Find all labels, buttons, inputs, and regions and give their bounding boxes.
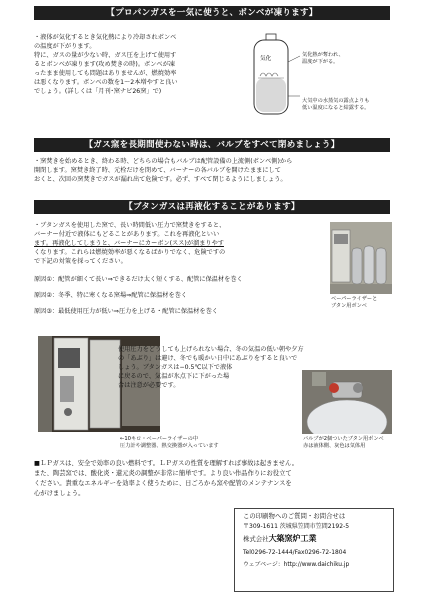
- contact-web: ウェブページ：http://www.daichiku.jp: [243, 562, 350, 568]
- section2-line: おくと、次回の窯焚きでガスが漏れ出て危険です。必ず、すべて閉じるようにしましょう。: [34, 176, 287, 183]
- section2-line: ・窯焚きを始めるとき、終わる時、どちらの場合もバルブは配管設備の上流側(ボンベ側)から: [34, 158, 293, 165]
- butane-cylinder-photo: [302, 370, 392, 434]
- vaporizer-caption-2: ブタン用ボンベ: [331, 303, 367, 309]
- section1-line: るとボンベが凍ります(攻め焚きの時)。ボンベが凍: [34, 61, 175, 68]
- section1-line: ったまま使用しても問題はありませんが、燃焼効率: [34, 70, 177, 77]
- section3-line: ます。再液化してしまうと、バーナーにカーボン(スス)が溜まりやす: [34, 240, 224, 247]
- notice-line: ください。貴重なエネルギーを効率よく使うために、日ごろから窯や配管のメンテナンスを: [34, 480, 292, 487]
- section1-line: の温度が下がります。: [34, 43, 96, 50]
- section1-line: ・液体が気化するとき気化熱により冷却されボンベ: [34, 34, 177, 41]
- company-name: [243, 534, 317, 543]
- butane-note-line: しょう。ブタンガスは−0.5℃以下で液体: [118, 364, 233, 371]
- section1-line: でしょう。(詳しくは「月刊･窯ナビ26窯」で): [34, 88, 162, 95]
- section1-line: 特に、ガスの量が少ない時、ガス圧を上げて使用す: [34, 52, 177, 59]
- company-main-name: 大築窯炉工業: [268, 533, 317, 543]
- diagram-label-dew: 大気中の水蒸気の露点よりも: [302, 98, 370, 104]
- section2-title: 【ガス窯を長期間使わない時は、バルブをすべて閉めましょう】: [34, 138, 390, 152]
- cause-1: 原因①：配管が細くて長い⇒できるだけ太く短くする、配管に保温材を巻く: [34, 276, 243, 283]
- cause-3: 原因③：最低使用圧力が低い⇒圧力を上げる・配管に保温材を巻く: [34, 308, 218, 315]
- vaporizer-photo: [330, 222, 392, 294]
- vaporizer-caption-1: ベーパーライザーと: [331, 296, 378, 302]
- notice-line: ■ＬＰガスは、安全で効率の良い燃料です。ＬＰガスの性質を理解すれば事故は起きません。: [34, 460, 298, 467]
- notice-line: 心がけましょう。: [34, 490, 85, 497]
- cabinet-caption-1: ←10キロ・ベーパーライザーの中: [120, 436, 198, 442]
- butane-note-line: に戻るので、気温が氷点下に下がった場: [118, 373, 230, 380]
- contact-address: 〒309-1611 茨城県笠間市笠間2192-5: [243, 523, 350, 530]
- section1-line: は悪くなります。ボンベの数を1～2本増やすと良い: [34, 79, 178, 86]
- diagram-label-condense: 低い温度になると結露する。: [302, 105, 370, 111]
- section3-line: バーナー付近で液体にもどることがあります。これを再液化といい: [34, 231, 220, 238]
- diagram-label-heat: 気化熱が奪われ、: [302, 52, 344, 58]
- diagram-label-vaporize: 気化: [260, 56, 272, 62]
- contact-box: [234, 508, 394, 592]
- butane-caption-1: バルブが2個ついたブタン用ボンベ: [303, 436, 384, 442]
- butane-caption-2: 赤は液体側、灰色は気体用: [303, 443, 366, 449]
- cause-2: 原因②：冬季、特に寒くなる窯場⇒配管に保温材を巻く: [34, 292, 188, 299]
- cabinet-caption-2: 圧力計や調整器、熱交換器が入っています: [120, 443, 219, 449]
- section3-line: ・ブタンガスを使用した窯で、長い時間低い圧力で窯焚きをすると、: [34, 222, 226, 229]
- company-prefix: 株式会社: [243, 535, 269, 543]
- section3-line: くなります。これらは燃焼効率が悪くなるばかりでなく、危険ですの: [34, 249, 226, 256]
- section3-line: で下記の対策を採ってください。: [34, 258, 127, 265]
- butane-note-line: の「あぶり」は避け、冬でも暖かい日中にあぶりをすると良いで: [118, 355, 298, 362]
- diagram-label-temp: 温度が下がる。: [302, 59, 339, 65]
- section1-title: 【プロパンガスを一気に使うと、ボンベが凍ります】: [34, 6, 390, 20]
- section3-title: 【ブタンガスは再液化することがあります】: [34, 200, 390, 214]
- notice-line: また、陶芸窯では、酸化炎・還元炎の調整が非常に簡単です。より良い作品作りにお役立て: [34, 470, 292, 477]
- cylinder-diagram: [248, 32, 398, 120]
- section2-line: 開閉します。窯焚き終了時、元栓だけを閉めて、バーナーの各バルブを開けたままにして: [34, 167, 281, 174]
- contact-heading: この印刷物へのご質問・お問合せは: [243, 512, 346, 520]
- butane-note-line: 使用圧力をどうしても上げられない場合、冬の気温の低い朝や夕方: [118, 346, 304, 353]
- butane-note-line: 合は注意が必要です。: [118, 382, 180, 389]
- contact-phone: Tel0296-72-1444/Fax0296-72-1804: [243, 550, 347, 556]
